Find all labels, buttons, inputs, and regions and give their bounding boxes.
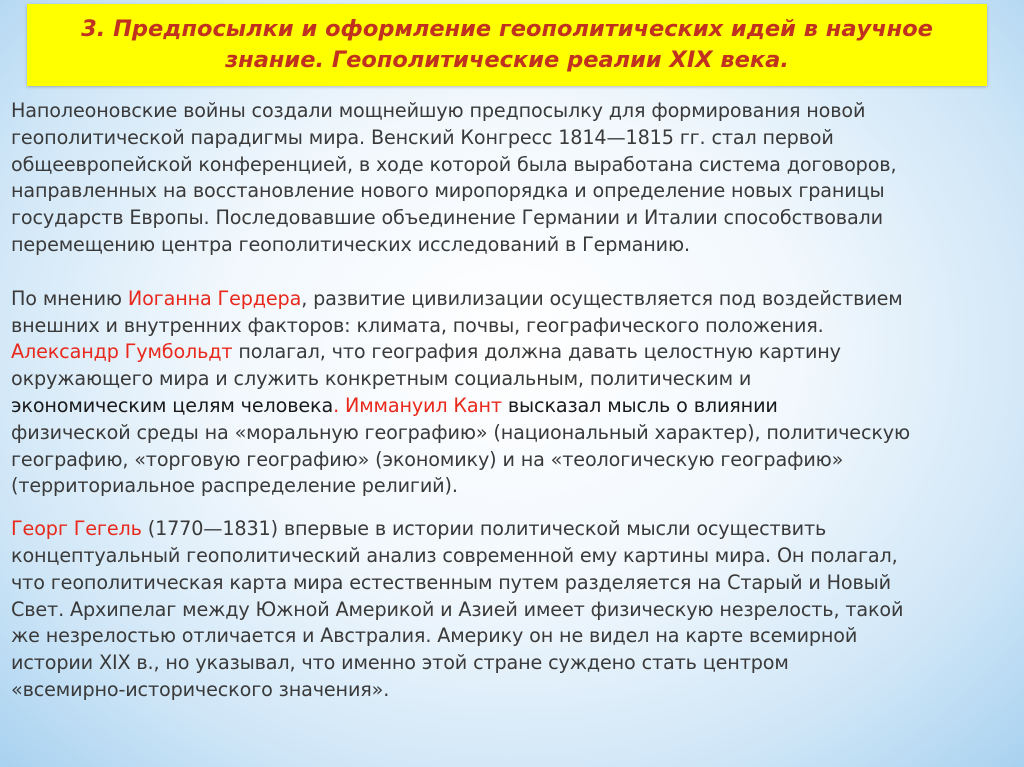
slide-body: [11, 98, 1016, 704]
text-line: Свет. Архипелаг между Южной Америкой и Азией имеет физическую незрелость, такой: [11, 597, 904, 621]
slide-title-line-1: 3. Предпосылки и оформление геополитических идей в научное: [81, 16, 933, 42]
paragraph-herder-humboldt-kant: [11, 286, 1016, 500]
text-line: направленных на восстановление нового миропорядка и определение новых границы: [11, 179, 885, 203]
paragraph-hegel: [11, 516, 1016, 704]
text-line: что геополитическая карта мира естественным путем разделяется на Старый и Новый: [11, 570, 891, 594]
text-line: [11, 286, 1016, 313]
text: .: [333, 393, 345, 417]
text-line: перемещению центра геополитических исследований в Германию.: [11, 232, 690, 256]
text-line: геополитической парадигмы мира. Венский Конгресс 1814—1815 гг. стал первой: [11, 125, 834, 149]
text: , развитие цивилизации осуществляется под воздействием: [301, 286, 903, 310]
paragraph-napoleonic-wars: [11, 98, 1016, 259]
text-line: внешних и внутренних факторов: климата, почвы, географического положения.: [11, 313, 824, 337]
text-line: физической среды на «моральную географию» (национальный характер), политическую: [11, 420, 910, 444]
person-name-kant: Иммануил Кант: [344, 393, 502, 417]
text: (1770—1831) впервые в истории политической мысли осуществить: [141, 517, 827, 541]
text: высказал мысль о влиянии: [501, 393, 778, 417]
text-line: [11, 516, 1016, 543]
text-line: истории XIX в., но указывал, что именно этой стране суждено стать центром: [11, 651, 789, 675]
text: полагал, что география должна давать целостную картину: [232, 340, 841, 364]
person-name-herder: Иоганна Гердера: [127, 286, 302, 310]
text-line: Наполеоновские войны создали мощнейшую предпосылку для формирования новой: [11, 99, 866, 122]
slide-title-box: [27, 4, 987, 86]
text-line: [11, 339, 1016, 366]
text: экономическим целям человека: [11, 393, 334, 417]
text-line: общеевропейской конференцией, в ходе которой была выработана система договоров,: [11, 152, 897, 176]
text-line: государств Европы. Последовавшие объединение Германии и Италии способствовали: [11, 206, 883, 230]
text: По мнению: [11, 286, 128, 310]
text-line: окружающего мира и служить конкретным социальным, политическим и: [11, 367, 752, 391]
person-name-hegel: Георг Гегель: [11, 517, 142, 541]
text-line: «всемирно-исторического значения».: [11, 677, 390, 701]
text-line: [11, 393, 1016, 420]
text-line: (территориальное распределение религий).: [11, 474, 458, 498]
text-line: же незрелостью отличается и Австралия. Америку он не видел на карте всемирной: [11, 624, 858, 648]
slide-title-line-2: знание. Геополитические реалии XIX века.: [225, 47, 789, 73]
text-line: географию, «торговую географию» (экономику) и на «теологическую географию»: [11, 447, 844, 471]
text-line: концептуальный геополитический анализ современной ему картины мира. Он полагал,: [11, 543, 898, 567]
person-name-humboldt: Александр Гумбольдт: [11, 340, 233, 364]
